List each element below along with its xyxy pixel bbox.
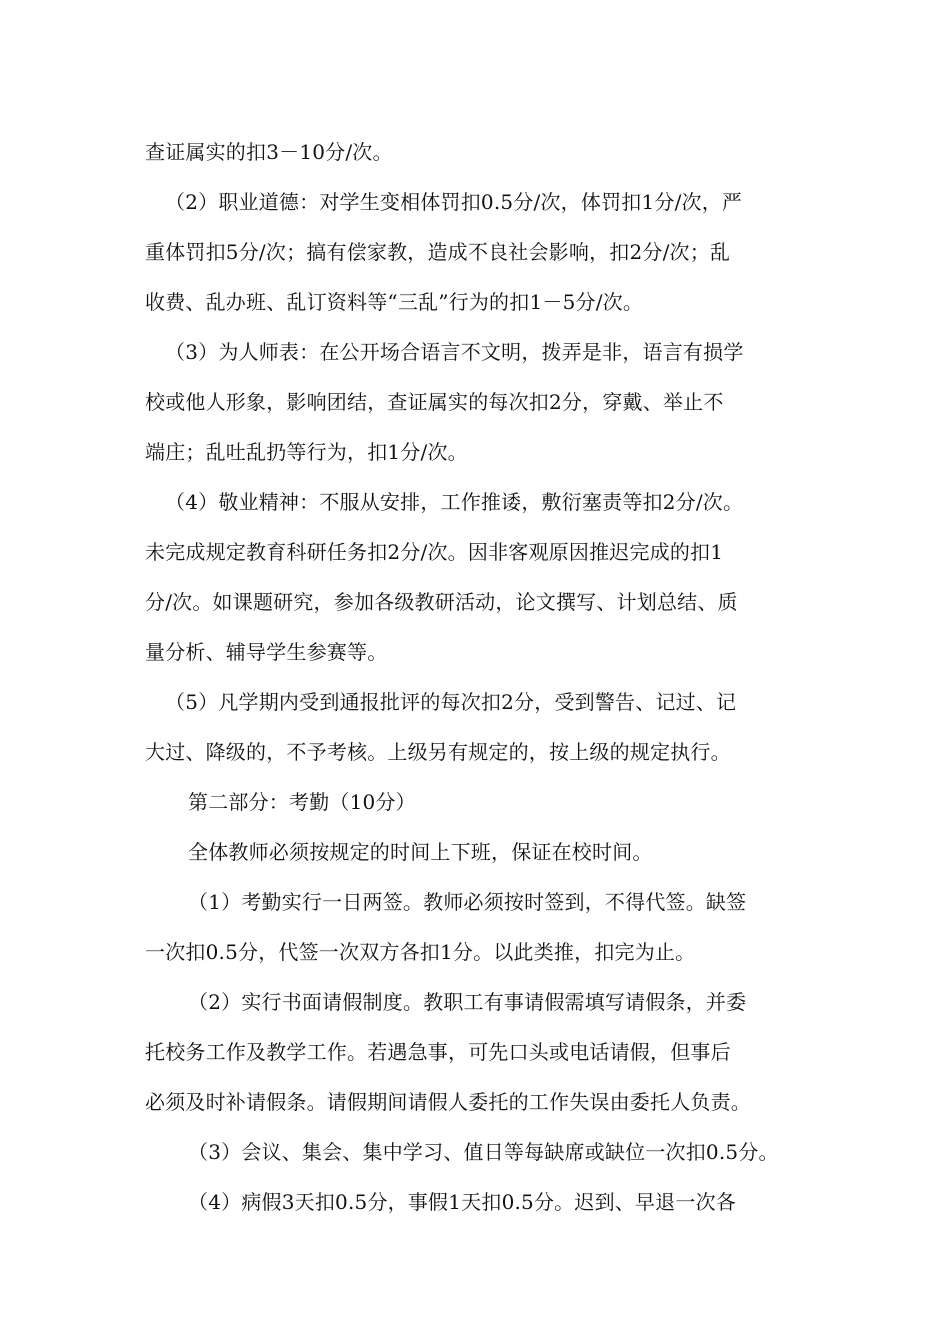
text-line: 全体教师必须按规定的时间上下班，保证在校时间。 — [188, 840, 653, 864]
text-line: 未完成规定教育科研任务扣2分/次。因非客观原因推迟完成的扣1 — [145, 540, 724, 564]
section-heading: 第二部分：考勤（10分） — [188, 790, 416, 814]
text-line: （5）凡学期内受到通报批评的每次扣2分，受到警告、记过、记 — [165, 690, 737, 714]
text-line: 托校务工作及教学工作。若遇急事，可先口头或电话请假，但事后 — [145, 1040, 731, 1064]
text-line: 重体罚扣5分/次；搞有偿家教，造成不良社会影响，扣2分/次；乱 — [145, 240, 731, 264]
text-line: 端庄；乱吐乱扔等行为，扣1分/次。 — [145, 440, 468, 464]
text-line: 分/次。如课题研究，参加各级教研活动，论文撰写、计划总结、质 — [145, 590, 738, 614]
text-line: 大过、降级的，不予考核。上级另有规定的，按上级的规定执行。 — [145, 740, 731, 764]
text-line: 查证属实的扣3－10分/次。 — [145, 140, 393, 164]
text-line: （3）会议、集会、集中学习、值日等每缺席或缺位一次扣0.5分。 — [188, 1140, 779, 1164]
text-line: 收费、乱办班、乱订资料等“三乱”行为的扣1－5分/次。 — [145, 290, 644, 314]
text-line: 必须及时补请假条。请假期间请假人委托的工作失误由委托人负责。 — [145, 1090, 751, 1114]
text-line: （4）敬业精神：不服从安排，工作推诿，敷衍塞责等扣2分/次。 — [165, 490, 744, 514]
text-line: （3）为人师表：在公开场合语言不文明，拨弄是非，语言有损学 — [165, 340, 744, 364]
text-line: 校或他人形象，影响团结，查证属实的每次扣2分，穿戴、举止不 — [145, 390, 724, 414]
text-line: （1）考勤实行一日两签。教师必须按时签到，不得代签。缺签 — [188, 890, 747, 914]
text-line: （2）职业道德：对学生变相体罚扣0.5分/次，体罚扣1分/次，严 — [165, 190, 743, 214]
text-line: （4）病假3天扣0.5分，事假1天扣0.5分。迟到、早退一次各 — [188, 1190, 736, 1214]
text-line: 一次扣0.5分，代签一次双方各扣1分。以此类推，扣完为止。 — [145, 940, 696, 964]
text-line: （2）实行书面请假制度。教职工有事请假需填写请假条，并委 — [188, 990, 747, 1014]
text-line: 量分析、辅导学生参赛等。 — [145, 640, 388, 664]
